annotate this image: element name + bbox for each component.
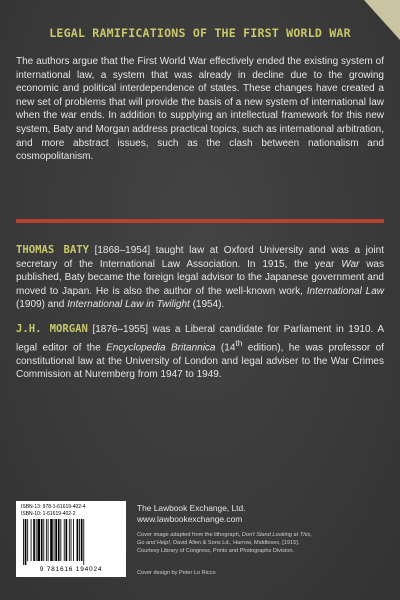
credits-line-3: Courtesy Library of Congress, Prints and Photographs Division. xyxy=(137,548,295,555)
author1-work1: International Law xyxy=(306,285,384,297)
author2-bio-text-b: (14 xyxy=(215,341,236,353)
barcode-digits: 9 781616 194024 xyxy=(39,566,103,573)
book-title: LEGAL RAMIFICATIONS OF THE FIRST WORLD WAR xyxy=(49,26,351,40)
isbn10-label: ISBN-10: 1-61619-402-2 xyxy=(21,511,76,517)
isbn-barcode xyxy=(16,501,126,577)
author1-bio-text-b: was published, Baty became the foreign legal advisor to the Japanese government and moved to Japan. He is also the author of the well-known work, xyxy=(16,258,384,297)
author1-bio-text-d: (1954). xyxy=(189,299,225,311)
author2-bio-text-a: [1876–1955] was a Liberal candidate for Parliament in 1910. A legal editor of the xyxy=(16,324,384,353)
author2-work: Encyclopedia Britannica xyxy=(106,341,216,353)
section-divider xyxy=(16,219,384,223)
publisher-info xyxy=(137,503,245,525)
credits-artwork-title-1: Don't Stand Looking at This, xyxy=(241,532,312,538)
author1-bio-text-a: [1868–1954] taught law at Oxford University and was a joint secretary of the International Law Association. In 1915, the year xyxy=(16,245,384,270)
credits-text-1: Cover image adapted from the lithograph, xyxy=(137,532,242,538)
credits-line-1 xyxy=(137,531,387,539)
credits-text-2: , David Allen & Sons Ld., Harrow, Middlesex, [1915]. xyxy=(169,540,300,547)
author2-name: J.H. MORGAN xyxy=(16,323,88,335)
author1-bio-text-c: (1909) and xyxy=(16,299,68,311)
isbn13-label: ISBN-13: 978-1-61619-402-4 xyxy=(21,504,86,510)
author1-work2: International Law in Twilight xyxy=(67,299,190,311)
author1-bio-war: War xyxy=(341,258,360,270)
author2-bio-sup: th xyxy=(235,337,243,348)
author1-bio xyxy=(16,244,384,312)
author1-name: THOMAS BATY xyxy=(16,244,89,256)
cover-design-credit: Cover design by Peter Lo Ricco xyxy=(137,570,216,576)
credits-artwork-title-2: Go and Help! xyxy=(137,540,170,547)
author2-bio xyxy=(16,323,384,382)
publisher-url[interactable]: www.lawbookexchange.com xyxy=(137,514,243,524)
publisher-name: The Lawbook Exchange, Ltd. xyxy=(137,503,246,513)
cover-image-credits xyxy=(137,531,387,556)
summary-paragraph: The authors argue that the First World War effectively ended the existing system of international law, a system that was already in decline due to the growing economic and political interdependence of states. These changes have created a new set of problems that will provide the basis of a new system of international law when the war ends. In addition to supplying an intellectual framework for this new system, Baty and Morgan address practical topics, such as international arbitration, and more abstract issues, such as the clash between nationalism and cosmopolitanism. xyxy=(16,56,384,163)
author2-bio-text-c: edition), he was professor of constitutional law at the University of London and legal adviser to the War Crimes Commission at Nuremberg from 1947 to 1949. xyxy=(16,341,385,381)
barcode-bars xyxy=(21,519,121,565)
credits-line-2 xyxy=(137,539,387,547)
